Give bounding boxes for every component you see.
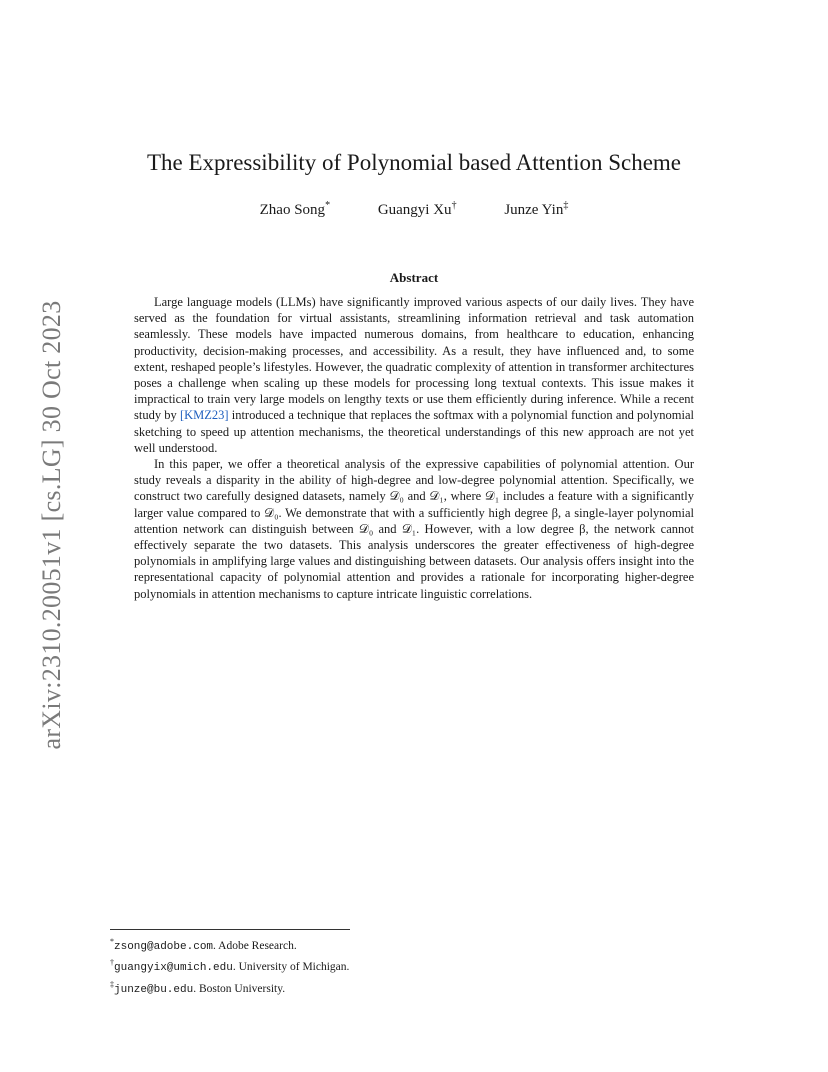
footnote-affiliation: . University of Michigan. — [232, 961, 350, 974]
footnote-mark: ‡ — [110, 979, 114, 989]
abstract-text: introduced a technique that replaces the softmax with a polynomial function and polynomial sketching to speed up attention mechanisms, the theoretical understandings of this new approach are not yet well understood. — [134, 408, 694, 455]
author-guangyi-xu — [378, 200, 457, 219]
footnote-affiliation: . Boston University. — [193, 982, 286, 995]
footnote-divider — [110, 929, 350, 930]
abstract-text: Large language models (LLMs) have significantly improved various aspects of our daily lives. They have served as the foundation for virtual assistants, streamlining information retrieval and task automation seamlessly. These models have impacted numerous domains, from healthcare to education, enhancing productivity, decision-making processes, and accessibility. As a result, they have influenced and, to some extent, reshaped people’s lifestyles. However, the quadratic complexity of attention in transformer architectures poses a challenge when scaling up these models for processing long textual contexts. This issue makes it impractical to train very large models on lengthy texts or use them efficiently during inference. While a recent study by — [134, 295, 694, 423]
footnote-2 — [110, 955, 349, 976]
author-name: Guangyi Xu — [377, 202, 452, 218]
footnote-3 — [110, 977, 349, 998]
arxiv-identifier-stamp: arXiv:2310.20051v1 [cs.LG] 30 Oct 2023 — [37, 300, 66, 750]
author-footnote-mark: * — [325, 200, 331, 211]
footnote-1 — [110, 934, 349, 955]
footnote-affiliation: . Adobe Research. — [213, 939, 297, 952]
paper-title: The Expressibility of Polynomial based Attention Scheme — [146, 150, 682, 175]
abstract-body — [134, 294, 694, 602]
author-footnote-mark: ‡ — [563, 200, 569, 211]
author-list — [0, 200, 828, 219]
footnotes — [110, 934, 349, 998]
footnote-mark: † — [110, 958, 114, 968]
author-footnote-mark: † — [451, 200, 457, 211]
author-zhao-song — [260, 200, 330, 219]
footnote-email: zsong@adobe.com — [114, 940, 214, 953]
author-junze-yin — [504, 200, 568, 219]
footnote-mark: * — [110, 937, 114, 946]
author-name: Junze Yin — [504, 202, 564, 218]
abstract-paragraph-2: In this paper, we offer a theoretical analysis of the expressive capabilities of polynomial attention. Our study reveals a disparity in the ability of high-degree and low-degree polynomial attention. Specifically, we construct two carefully designed datasets, namely 𝒟₀ and 𝒟₁, where 𝒟₁ includes a feature with a significantly larger value compared to 𝒟₀. We demonstrate that with a sufficiently high degree β, a single-layer polynomial attention network can distinguish between 𝒟₀ and 𝒟₁. However, with a low degree β, the network cannot effectively separate the two datasets. This analysis underscores the greater effectiveness of high-degree polynomials in amplifying large values and distinguishing between datasets. Our analysis offers insight into the representational capacity of polynomial attention and provides a rationale for incorporating higher-degree polynomials in attention mechanisms to capture intricate linguistic correlations. — [134, 457, 694, 601]
abstract-paragraph-1 — [134, 294, 694, 456]
footnote-email: junze@bu.edu — [114, 983, 194, 996]
abstract-heading: Abstract — [389, 270, 439, 285]
footnote-email: guangyix@umich.edu — [114, 962, 233, 975]
citation-link-kmz23[interactable]: [KMZ23] — [179, 408, 229, 423]
author-name: Zhao Song — [259, 202, 326, 218]
